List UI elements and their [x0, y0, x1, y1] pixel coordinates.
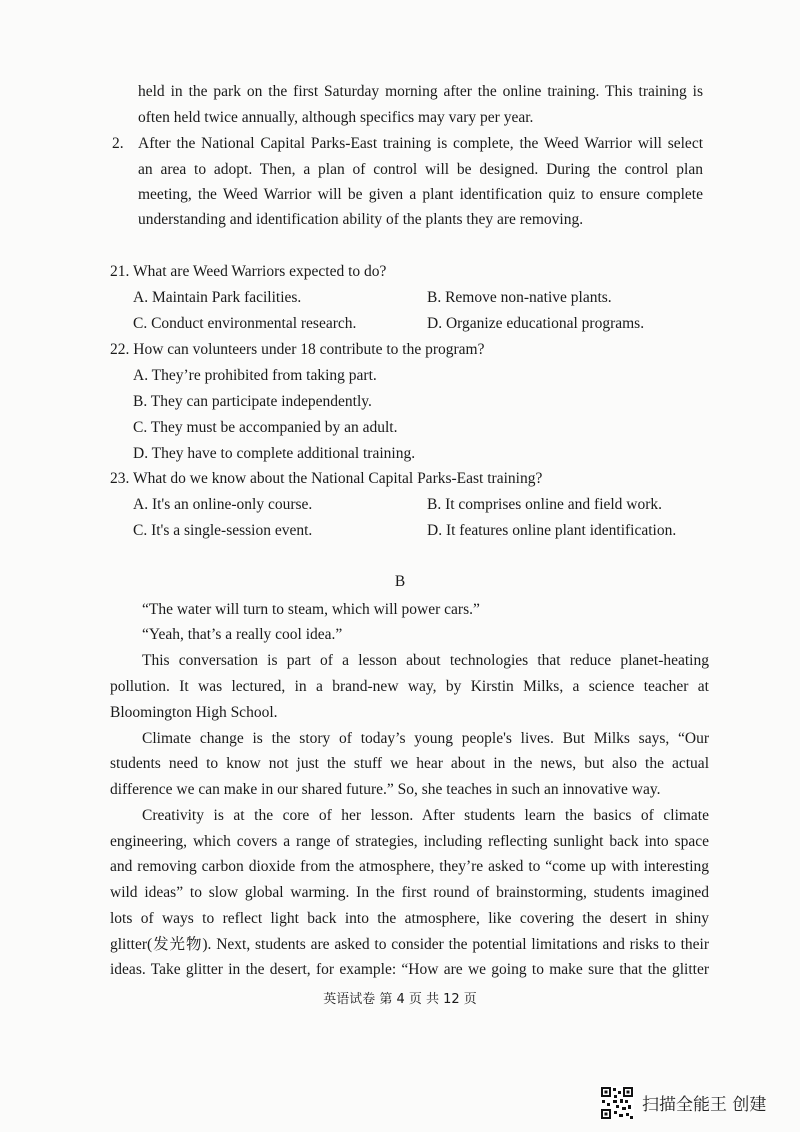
paragraph-line: meeting, the Weed Warrior will be given a plant identification quiz to ensure complete — [138, 186, 703, 203]
paragraph-line: After the National Capital Parks-East training is complete, the Weed Warrior will select — [138, 135, 703, 152]
page-footer: 英语试卷 第 4 页 共 12 页 — [323, 992, 477, 1007]
option-c: C. It's a single-session event. — [133, 522, 313, 539]
paragraph-line: understanding and identification ability of the plants they are removing. — [138, 211, 584, 228]
paragraph-line: “The water will turn to steam, which will power cars.” — [142, 601, 480, 618]
paragraph-line: difference we can make in our shared future.” So, she teaches in such an innovative way. — [110, 781, 661, 798]
paragraph-line: “Yeah, that’s a really cool idea.” — [142, 626, 343, 643]
paragraph-line: and removing carbon dioxide from the atmosphere, they’re asked to “come up with interesting — [110, 858, 709, 875]
paragraph-line: ideas. Take glitter in the desert, for example: “How are we going to make sure that the glitter — [110, 961, 709, 978]
option-a: A. It's an online-only course. — [133, 496, 313, 513]
question-stem: 22. How can volunteers under 18 contribute to the program? — [110, 341, 485, 358]
option-d: D. Organize educational programs. — [427, 315, 645, 332]
scanner-watermark: 扫描全能王 创建 — [642, 1095, 767, 1115]
paragraph-line: an area to adopt. Then, a plan of control will be designed. During the control plan — [138, 161, 703, 178]
paragraph-line: held in the park on the first Saturday morning after the online training. This training is — [138, 83, 703, 100]
paragraph-line: lots of ways to reflect light back into the atmosphere, like covering the desert in shiny — [110, 910, 709, 927]
option-c: C. Conduct environmental research. — [133, 315, 357, 332]
qr-code-icon — [600, 1086, 634, 1120]
section-heading: B — [394, 573, 406, 590]
item-number: 2. — [112, 135, 124, 152]
option-b: B. Remove non-native plants. — [427, 289, 612, 306]
paragraph-line: students need to know not just the stuff we hear about in the news, but also the actual — [110, 755, 709, 772]
paragraph-line: often held twice annually, although specifics may vary per year. — [138, 109, 534, 126]
option-b: B. It comprises online and field work. — [427, 496, 663, 513]
option-c: C. They must be accompanied by an adult. — [133, 419, 398, 436]
option-a: A. Maintain Park facilities. — [133, 289, 302, 306]
paragraph-line: engineering, which covers a range of strategies, including reflecting sunlight back into space — [110, 833, 709, 850]
paragraph-line: Creativity is at the core of her lesson. After students learn the basics of climate — [142, 807, 709, 824]
paragraph-line: This conversation is part of a lesson about technologies that reduce planet-heating — [142, 652, 709, 669]
paragraph-line: Climate change is the story of today’s young people's lives. But Milks says, “Our — [142, 730, 709, 747]
paragraph-line: pollution. It was lectured, in a brand-new way, by Kirstin Milks, a science teacher at — [110, 678, 709, 695]
option-b: B. They can participate independently. — [133, 393, 372, 410]
paragraph-line: wild ideas” to slow global warming. In the first round of brainstorming, students imagined — [110, 884, 709, 901]
paragraph-line: glitter(发光物). Next, students are asked to consider the potential limitations and risks to their — [110, 936, 709, 953]
option-d: D. It features online plant identification. — [427, 522, 677, 539]
question-stem: 23. What do we know about the National Capital Parks-East training? — [110, 470, 543, 487]
paragraph-line: Bloomington High School. — [110, 704, 278, 721]
question-stem: 21. What are Weed Warriors expected to do? — [110, 263, 387, 280]
option-d: D. They have to complete additional training. — [133, 445, 416, 462]
option-a: A. They’re prohibited from taking part. — [133, 367, 377, 384]
